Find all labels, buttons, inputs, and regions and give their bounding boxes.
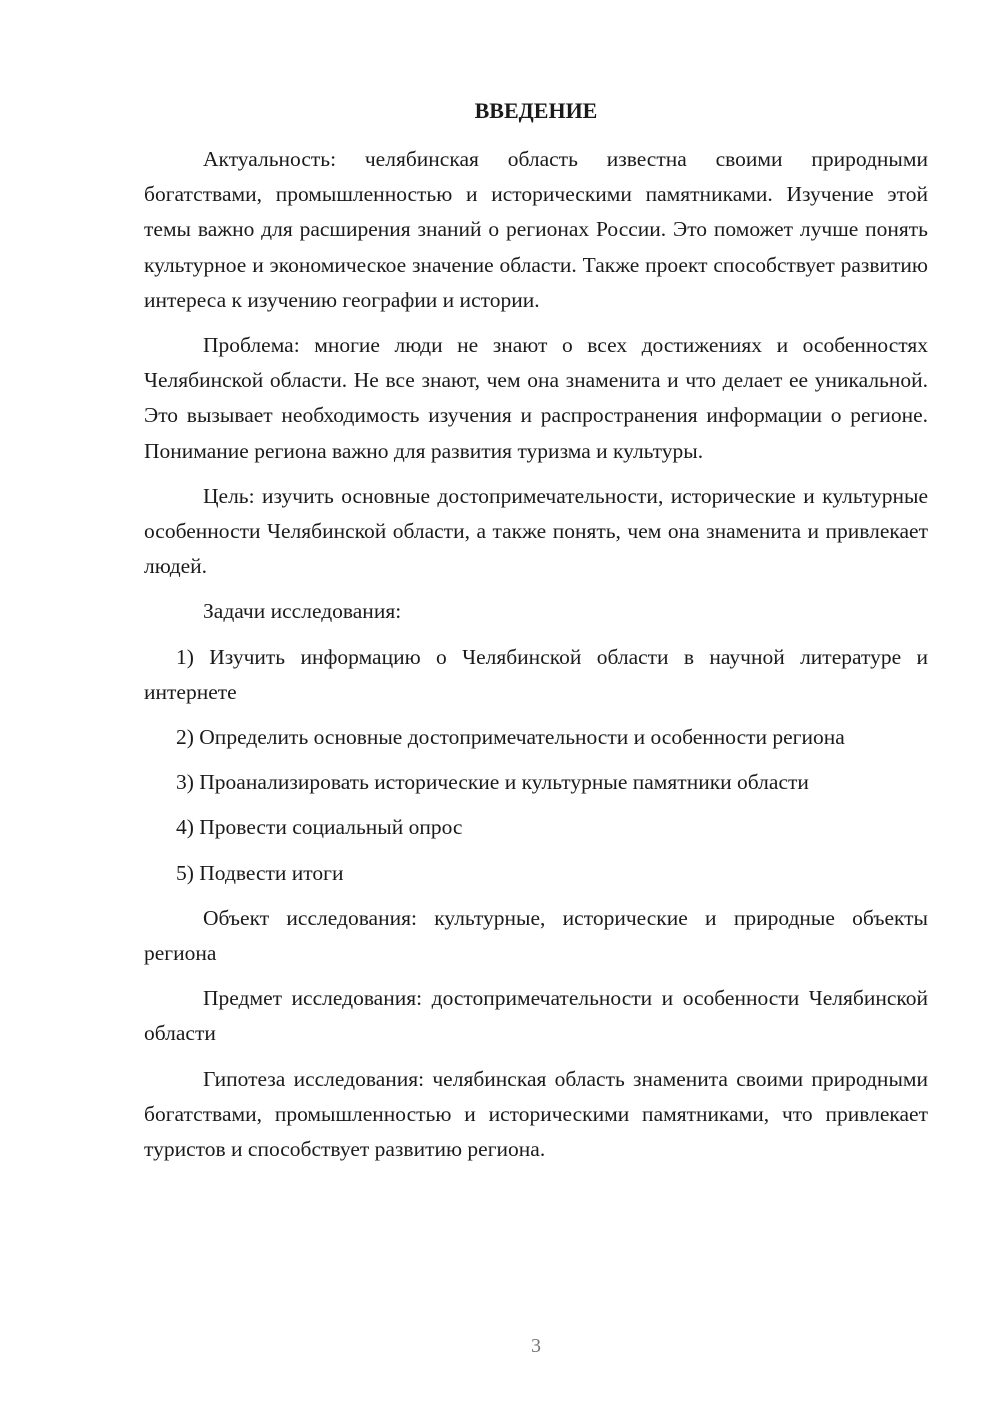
paragraph-hypothesis: Гипотеза исследования: челябинская область знаменита своими природными богатствами, промышленностью и историческими памятниками, что привлекает туристов и способствует развитию региона. [144, 1066, 928, 1162]
task-item-3: 3) Проанализировать исторические и культурные памятники области [176, 770, 809, 795]
task-item-2: 2) Определить основные достопримечательности и особенности региона [176, 725, 845, 750]
task-item-1: 1) Изучить информацию о Челябинской области в научной литературе и интернете [144, 644, 928, 704]
document-page [144, 0, 928, 1414]
paragraph-goal: Цель: изучить основные достопримечательности, исторические и культурные особенности Челябинской области, а также понять, чем она знаменита и привлекает людей. [144, 483, 928, 579]
page-number: 3 [531, 1335, 541, 1357]
paragraph-relevance: Актуальность: челябинская область известна своими природными богатствами, промышленностью и историческими памятниками. Изучение этой темы важно для расширения знаний о регионах России. Это поможет лучше понять культурное и экономическое значение области. Также проект способствует развитию интереса к изучению географии и истории. [144, 147, 928, 312]
task-item-4: 4) Провести социальный опрос [176, 815, 463, 840]
paragraph-subject: Предмет исследования: достопримечательности и особенности Челябинской области [144, 986, 928, 1046]
document-body [144, 142, 928, 1177]
tasks-heading: Задачи исследования: [203, 599, 402, 624]
task-item-5: 5) Подвести итоги [176, 860, 344, 885]
paragraph-problem: Проблема: многие люди не знают о всех достижениях и особенностях Челябинской области. Не все знают, чем она знаменита и что делает ее уникальной. Это вызывает необходимость изучения и распространения информации о регионе. Понимание региона важно для развития туризма и культуры. [144, 333, 928, 463]
page-title: ВВЕДЕНИЕ [474, 98, 598, 123]
paragraph-object: Объект исследования: культурные, исторические и природные объекты региона [144, 905, 928, 966]
